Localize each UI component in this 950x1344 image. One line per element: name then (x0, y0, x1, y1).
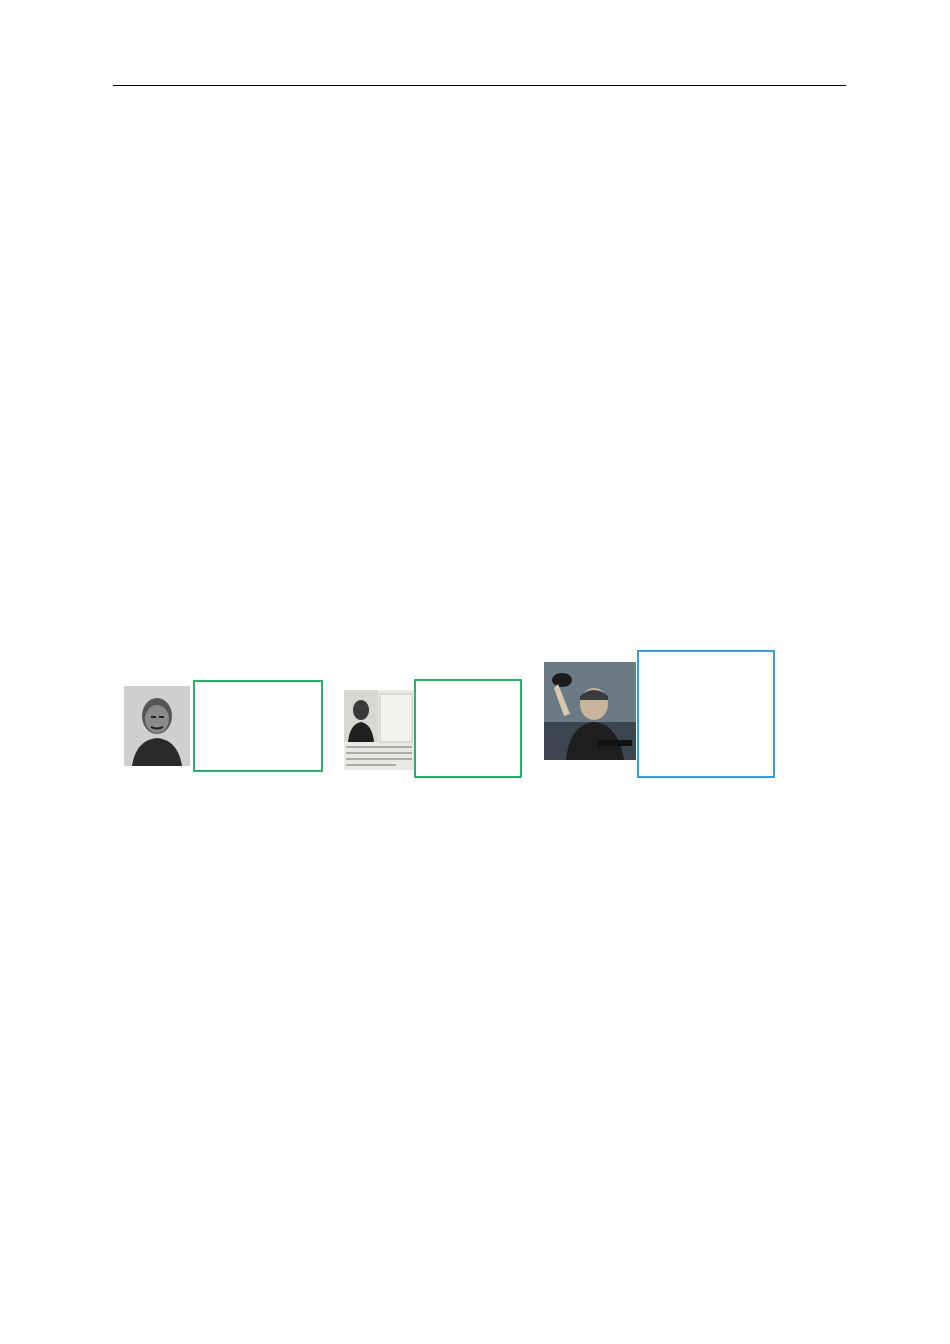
slide2-text-box (414, 679, 522, 778)
header-rule (113, 85, 846, 86)
slide2-book-image (344, 690, 414, 770)
slide3-photo (544, 662, 636, 760)
slide1-text-box (193, 680, 323, 772)
slide3-text-box (637, 650, 775, 778)
slide1-portrait (124, 686, 190, 766)
